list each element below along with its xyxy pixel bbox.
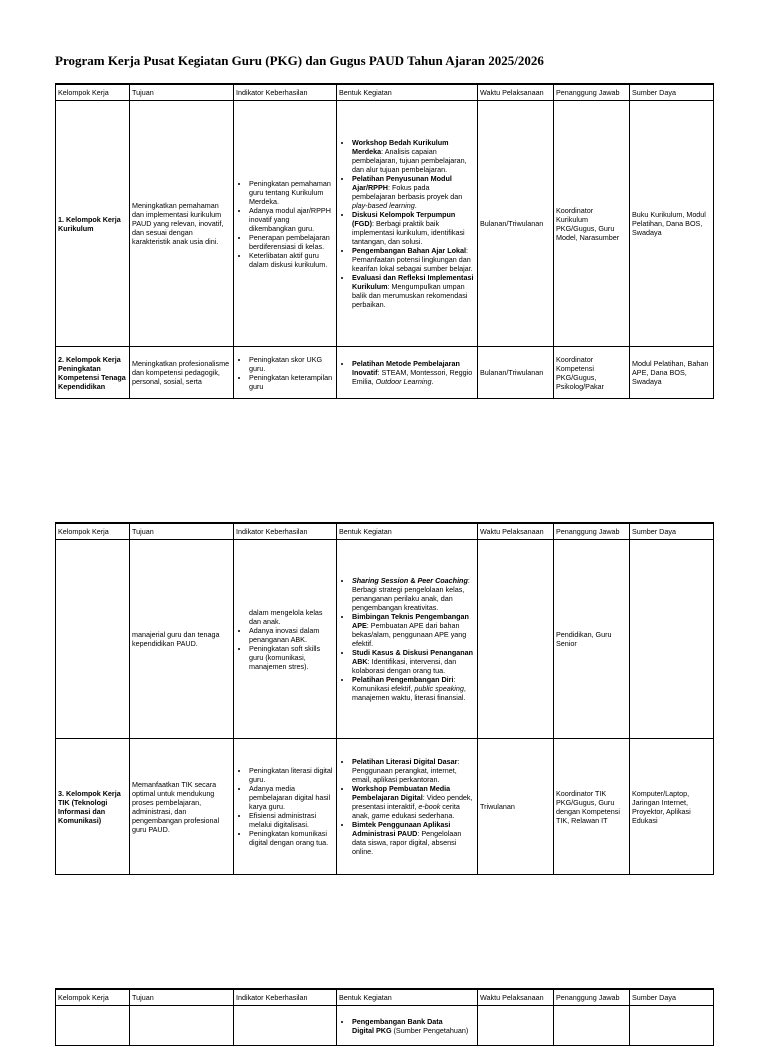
list-item: • Peningkatan soft skills guru (komunikasi, manajemen stres). — [249, 644, 334, 671]
cell-penanggung-jawab: Koordinator TIK PKG/Gugus, Guru dengan Kompetensi TIK, Relawan IT — [554, 739, 630, 875]
cell-indikator — [234, 101, 337, 347]
header-penanggung-jawab: Penanggung Jawab — [554, 989, 630, 1006]
list-item: • Adanya inovasi dalam penanganan ABK. — [249, 626, 334, 644]
cell-sumber-daya: Buku Kurikulum, Modul Pelatihan, Dana BOS, Swadaya — [630, 101, 714, 347]
cell-waktu: Bulanan/Triwulanan — [478, 347, 554, 399]
cell-sumber-daya — [630, 1006, 714, 1046]
table-header-row — [56, 989, 714, 1006]
header-tujuan: Tujuan — [130, 523, 234, 540]
list-item: • Pengembangan Bahan Ajar Lokal: Pemanfaatan potensi lingkungan dan kearifan lokal sebagai sumber belajar. — [352, 246, 475, 273]
cell-waktu — [478, 540, 554, 739]
list-item: • Peningkatan skor UKG guru. — [249, 355, 334, 373]
cell-indikator — [234, 1006, 337, 1046]
cell-tujuan: manajerial guru dan tenaga kependidikan PAUD. — [130, 540, 234, 739]
list-item: • Keterlibatan aktif guru dalam diskusi kurikulum. — [249, 251, 334, 269]
header-sumber-daya: Sumber Daya — [630, 989, 714, 1006]
header-indikator: Indikator Keberhasilan — [234, 523, 337, 540]
cell-waktu: Bulanan/Triwulanan — [478, 101, 554, 347]
table-row — [56, 540, 714, 739]
list-item: dalam mengelola kelas dan anak. — [249, 607, 323, 626]
cell-kegiatan — [337, 1006, 478, 1046]
list-item: • Workshop Bedah Kurikulum Merdeka: Analisis capaian pembelajaran, tujuan pembelajaran, dan alur tujuan pembelajaran. — [352, 138, 475, 174]
list-item: • Pelatihan Pengembangan Diri: Komunikasi efektif, public speaking, manajemen waktu, literasi finansial. — [352, 675, 475, 702]
list-item: • Pelatihan Penyusunan Modul Ajar/RPPH: Fokus pada pembelajaran berbasis proyek dan play-based learning. — [352, 174, 475, 210]
table-row — [56, 739, 714, 875]
program-table-page-3 — [55, 988, 714, 1046]
cell-sumber-daya — [630, 540, 714, 739]
header-sumber-daya: Sumber Daya — [630, 84, 714, 101]
cell-kelompok: 2. Kelompok Kerja Peningkatan Kompetensi Tenaga Kependidikan — [56, 347, 130, 399]
list-item: • Efisiensi administrasi melalui digitalisasi. — [249, 811, 334, 829]
list-item: • Diskusi Kelompok Terpumpun (FGD): Berbagi praktik baik implementasi kurikulum, identifikasi tantangan, dan solusi. — [352, 210, 475, 246]
header-sumber-daya: Sumber Daya — [630, 523, 714, 540]
header-bentuk-kegiatan: Bentuk Kegiatan — [337, 84, 478, 101]
header-kelompok-kerja: Kelompok Kerja — [56, 523, 130, 540]
cell-tujuan — [130, 1006, 234, 1046]
cell-penanggung-jawab — [554, 1006, 630, 1046]
header-indikator: Indikator Keberhasilan — [234, 989, 337, 1006]
header-tujuan: Tujuan — [130, 989, 234, 1006]
cell-kegiatan — [337, 347, 478, 399]
cell-kelompok: 1. Kelompok Kerja Kurikulum — [56, 101, 130, 347]
cell-sumber-daya: Modul Pelatihan, Bahan APE, Dana BOS, Swadaya — [630, 347, 714, 399]
list-item: • Studi Kasus & Diskusi Penanganan ABK: Identifikasi, intervensi, dan kolaborasi dengan orang tua. — [352, 648, 475, 675]
cell-tujuan: Meningkatkan pemahaman dan implementasi kurikulum PAUD yang relevan, inovatif, dan sesuai dengan karakteristik anak usia dini. — [130, 101, 234, 347]
cell-kegiatan — [337, 739, 478, 875]
table-row — [56, 1006, 714, 1046]
cell-penanggung-jawab: Koordinator Kurikulum PKG/Gugus, Guru Model, Narasumber — [554, 101, 630, 347]
table-header-row — [56, 84, 714, 101]
header-tujuan: Tujuan — [130, 84, 234, 101]
cell-kelompok — [56, 1006, 130, 1046]
cell-tujuan: Meningkatkan profesionalisme dan kompetensi pedagogik, personal, sosial, serta — [130, 347, 234, 399]
list-item: • Peningkatan pemahaman guru tentang Kurikulum Merdeka. — [249, 179, 334, 206]
header-kelompok-kerja: Kelompok Kerja — [56, 84, 130, 101]
table-header-row — [56, 523, 714, 540]
list-item: • Evaluasi dan Refleksi Implementasi Kurikulum: Mengumpulkan umpan balik dan merumuskan rekomendasi perbaikan. — [352, 273, 475, 309]
cell-penanggung-jawab: Pendidikan, Guru Senior — [554, 540, 630, 739]
page-title: Program Kerja Pusat Kegiatan Guru (PKG) dan Gugus PAUD Tahun Ajaran 2025/2026 — [55, 53, 544, 68]
cell-waktu: Triwulanan — [478, 739, 554, 875]
header-penanggung-jawab: Penanggung Jawab — [554, 523, 630, 540]
list-item: • Pelatihan Literasi Digital Dasar: Penggunaan perangkat, internet, email, aplikasi perkantoran. — [352, 757, 475, 784]
header-waktu: Waktu Pelaksanaan — [478, 523, 554, 540]
cell-kegiatan — [337, 540, 478, 739]
cell-indikator — [234, 347, 337, 399]
program-table-page-2 — [55, 522, 714, 875]
cell-penanggung-jawab: Koordinator Kompetensi PKG/Gugus, Psikolog/Pakar — [554, 347, 630, 399]
list-item: • Peningkatan komunikasi digital dengan orang tua. — [249, 829, 334, 847]
list-item: • Peningkatan keterampilan guru — [249, 373, 334, 391]
cell-kelompok — [56, 540, 130, 739]
cell-tujuan: Memanfaatkan TIK secara optimal untuk mendukung proses pembelajaran, administrasi, dan pengembangan profesional guru PAUD. — [130, 739, 234, 875]
cell-kelompok: 3. Kelompok Kerja TIK (Teknologi Informasi dan Komunikasi) — [56, 739, 130, 875]
list-item: • Bimtek Penggunaan Aplikasi Administrasi PAUD: Pengelolaan data siswa, rapor digital, absensi online. — [352, 820, 475, 856]
header-waktu: Waktu Pelaksanaan — [478, 989, 554, 1006]
header-penanggung-jawab: Penanggung Jawab — [554, 84, 630, 101]
list-item: • Adanya media pembelajaran digital hasil karya guru. — [249, 784, 334, 811]
cell-sumber-daya: Komputer/Laptop, Jaringan Internet, Proyektor, Aplikasi Edukasi — [630, 739, 714, 875]
cell-indikator — [234, 540, 337, 739]
program-table-page-1 — [55, 83, 714, 399]
list-item: • Workshop Pembuatan Media Pembelajaran Digital: Video pendek, presentasi interaktif, e-book cerita anak, game edukasi sederhana. — [352, 784, 475, 820]
header-bentuk-kegiatan: Bentuk Kegiatan — [337, 989, 478, 1006]
list-item: • Pengembangan Bank Data Digital PKG (Sumber Pengetahuan) — [352, 1017, 475, 1035]
header-waktu: Waktu Pelaksanaan — [478, 84, 554, 101]
header-bentuk-kegiatan: Bentuk Kegiatan — [337, 523, 478, 540]
list-item: • Peningkatan literasi digital guru. — [249, 766, 334, 784]
list-item: • Pelatihan Metode Pembelajaran Inovatif: STEAM, Montessori, Reggio Emilia, Outdoor Learning. — [352, 359, 475, 386]
header-indikator: Indikator Keberhasilan — [234, 84, 337, 101]
list-item: • Adanya modul ajar/RPPH inovatif yang dikembangkan guru. — [249, 206, 334, 233]
cell-indikator — [234, 739, 337, 875]
table-row — [56, 347, 714, 399]
header-kelompok-kerja: Kelompok Kerja — [56, 989, 130, 1006]
table-row — [56, 101, 714, 347]
list-item: • Bimbingan Teknis Pengembangan APE: Pembuatan APE dari bahan bekas/alam, penggunaan APE yang efektif. — [352, 612, 475, 648]
cell-waktu — [478, 1006, 554, 1046]
list-item: • Penerapan pembelajaran berdiferensiasi di kelas. — [249, 233, 334, 251]
list-item: • Sharing Session & Peer Coaching: Berbagi strategi pengelolaan kelas, penanganan perilaku anak, dan pengembangan kreativitas. — [352, 576, 475, 612]
cell-kegiatan — [337, 101, 478, 347]
